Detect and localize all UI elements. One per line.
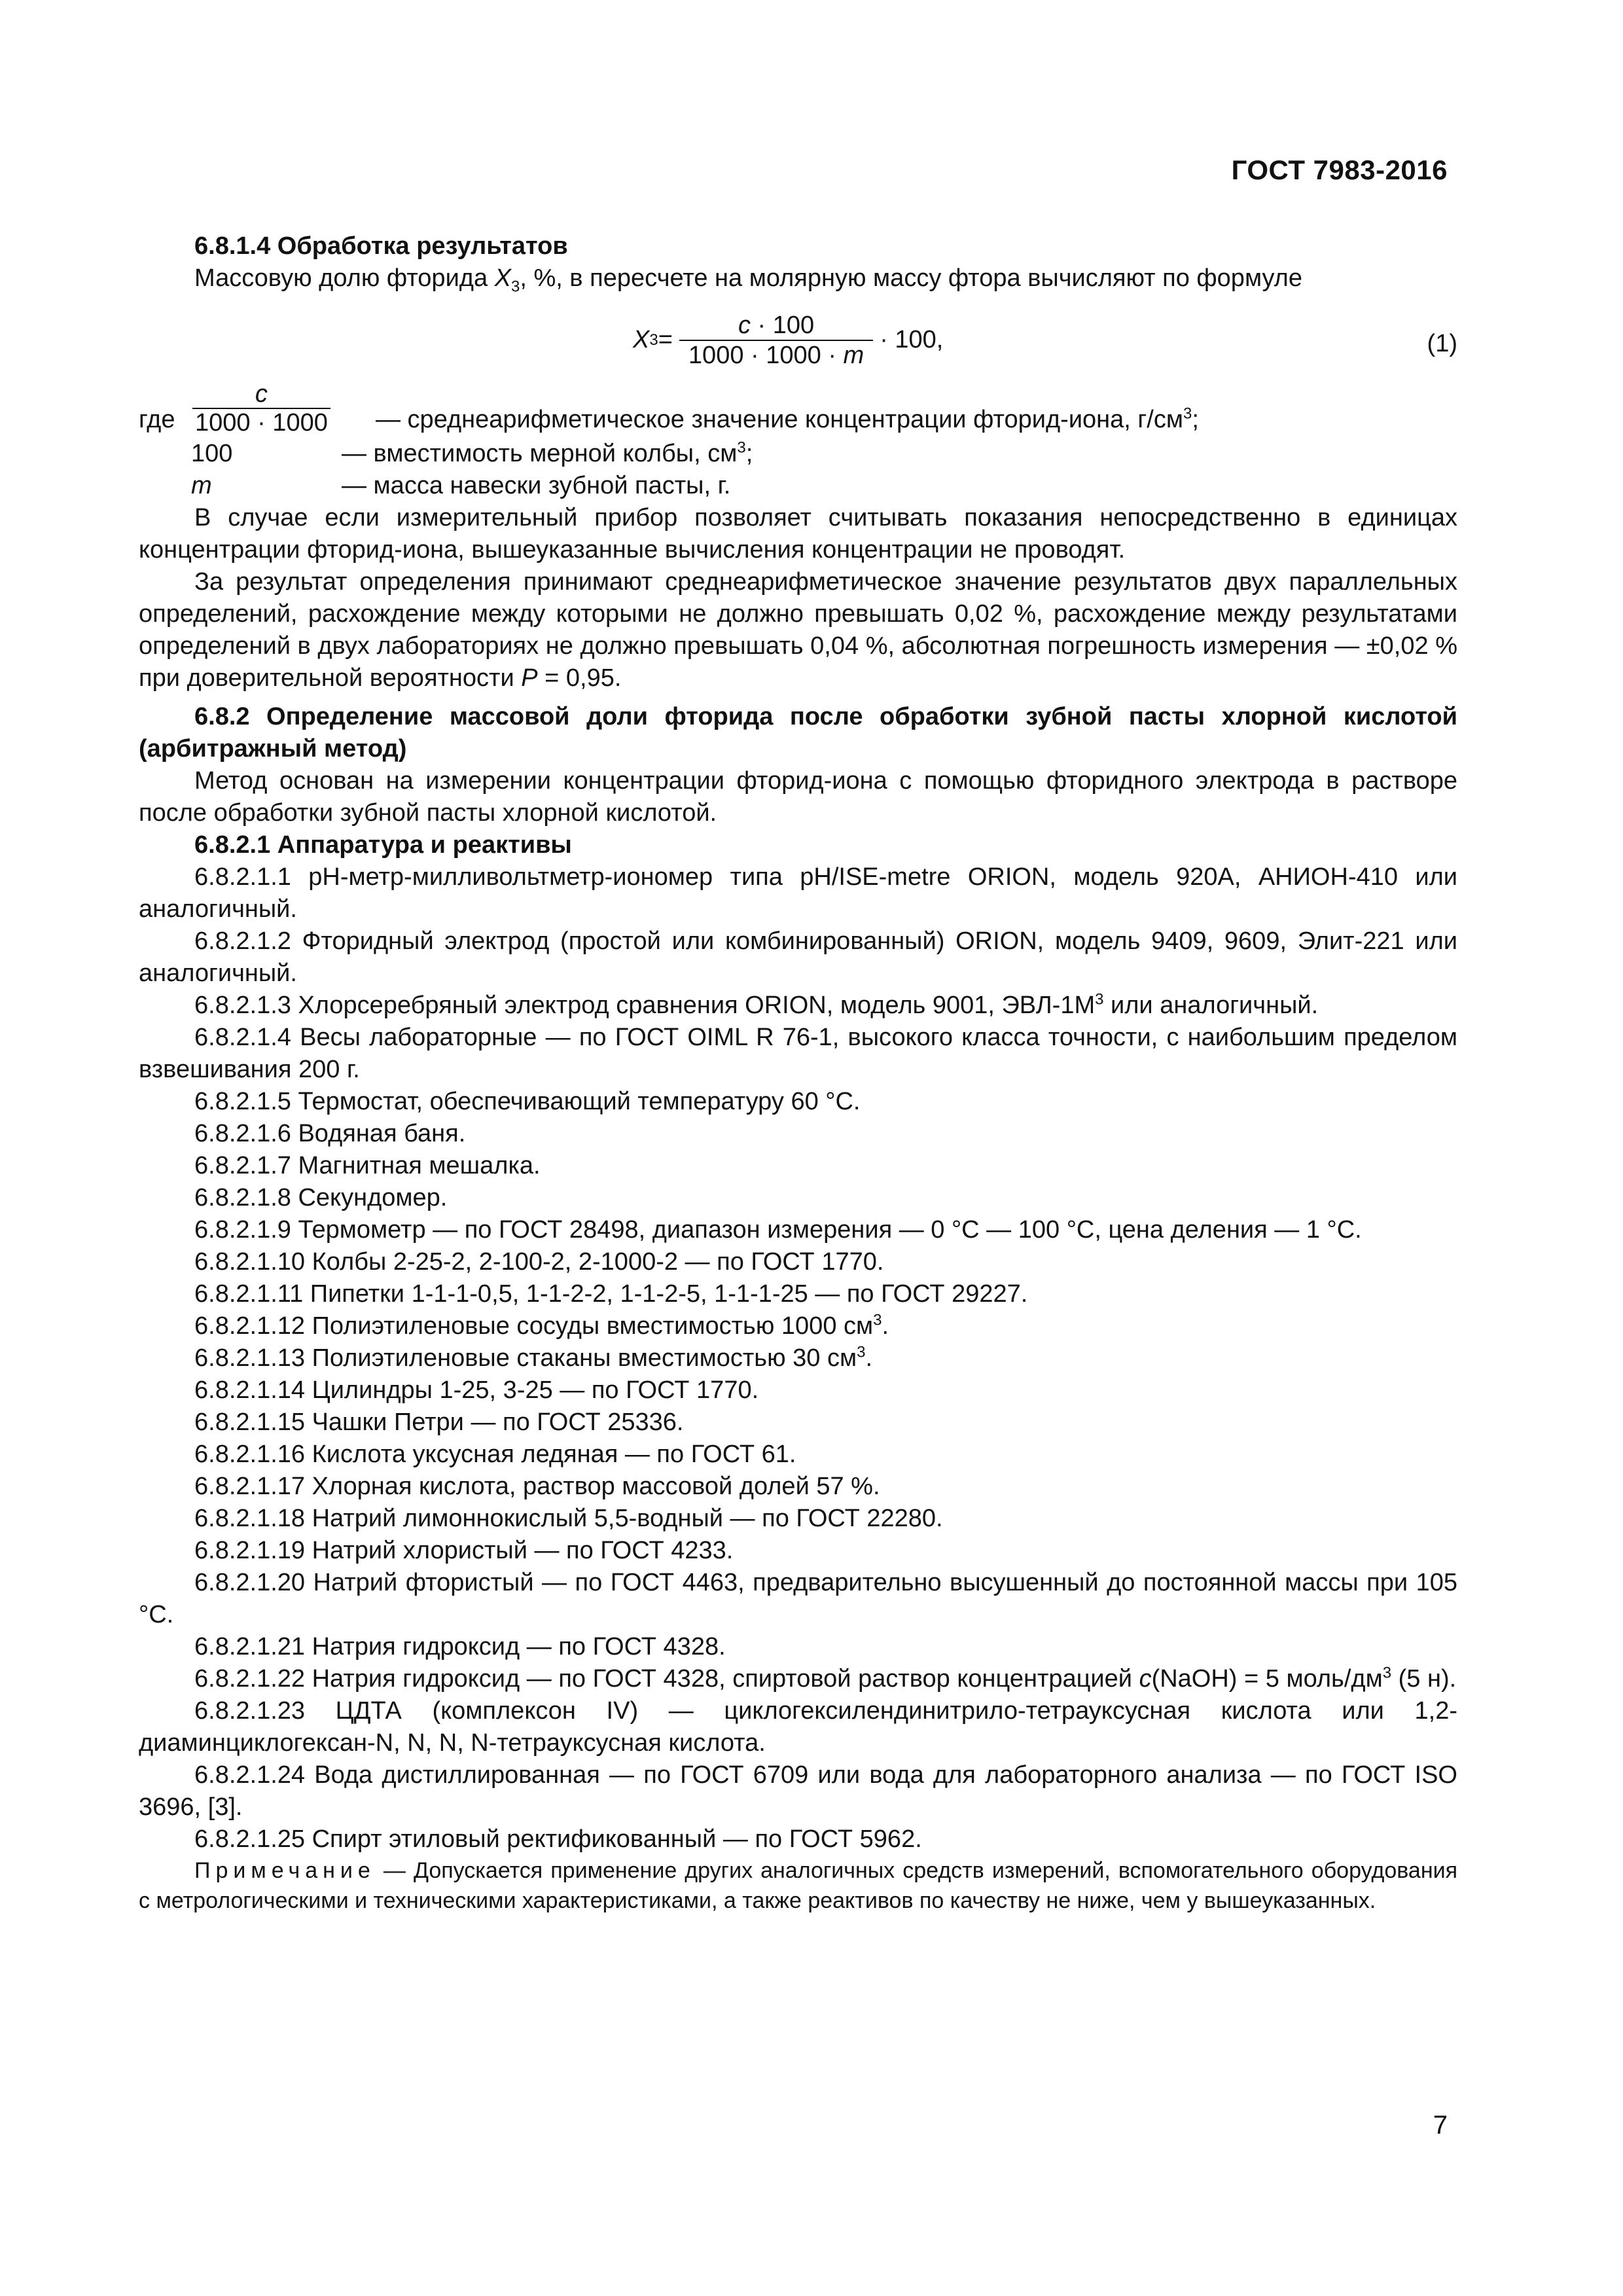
list-item: 6.8.2.1.21 Натрия гидроксид — по ГОСТ 4328.: [194, 1632, 726, 1660]
formula-numerator: c · 100: [738, 311, 815, 339]
heading-6-8-2-1: 6.8.2.1 Аппаратура и реактивы: [194, 831, 572, 859]
list-item: 6.8.2.1.12 Полиэтиленовые сосуды вместимостью 1000 $см^3$.: [194, 1310, 889, 1340]
list-item: 6.8.2.1.1 pH-метр-милливольтметр-иономер типа pH/ISE-metre ORION, модель 920А, АНИОН-410 или аналогичный.: [139, 863, 1457, 923]
page-content: [139, 230, 1457, 1916]
list-item: 6.8.2.1.8 Секундомер.: [194, 1183, 448, 1211]
list-item: 6.8.2.1.3 Хлорсеребряный электрод сравнения ORION, модель 9001, ЭВЛ-$1М^3$ или аналогичный.: [194, 990, 1319, 1019]
note: Примечание — Допускается применение других аналогичных средств измерений, вспомогательного оборудования с метрологическими и техническими характеристиками, а также реактивов по качеству не ниже, чем у вышеуказанных.: [139, 1857, 1457, 1913]
heading-6-8-1-4: 6.8.1.4 Обработка результатов: [194, 232, 568, 260]
list-item: 6.8.2.1.10 Колбы 2-25-2, 2-100-2, 2-1000-2 — по ГОСТ 1770.: [194, 1247, 884, 1276]
list-item: 6.8.2.1.13 Полиэтиленовые стаканы вместимостью 30 $см^3$.: [194, 1342, 873, 1372]
list-item: 6.8.2.1.11 Пипетки 1-1-1-0,5, 1-1-2-2, 1-1-2-5, 1-1-1-25 — по ГОСТ 29227.: [194, 1280, 1028, 1308]
where-legend: где $\frac{c}{1000 \cdot 1000}$ — среднеарифметическое значение концентрации фторид-иона, $г/см^3$;: [139, 380, 1199, 437]
list-item: 6.8.2.1.5 Термостат, обеспечивающий температуру 60 °С.: [194, 1087, 861, 1115]
formula-intro: Массовую долю фторида $X_3$, %, в пересчете на молярную массу фтора вычисляют по формуле: [194, 264, 1302, 296]
list-item: 6.8.2.1.2 Фторидный электрод (простой или комбинированный) ORION, модель 9409, 9609, Элит-221 или аналогичный.: [139, 927, 1457, 987]
heading-6-8-2: 6.8.2 Определение массовой доли фторида после обработки зубной пасты хлорной кислотой (арбитражный метод): [139, 702, 1457, 762]
list-item: 6.8.2.1.18 Натрий лимоннокислый 5,5-водный — по ГОСТ 22280.: [194, 1504, 943, 1532]
list-item: 6.8.2.1.14 Цилиндры 1-25, 3-25 — по ГОСТ 1770.: [194, 1376, 759, 1404]
formula-fraction: [679, 311, 873, 370]
list-item: 6.8.2.1.20 Натрий фтористый — по ГОСТ 4463, предварительно высушенный до постоянной массы при 105 °С.: [139, 1568, 1457, 1628]
list-item: 6.8.2.1.4 Весы лабораторные — по ГОСТ OIML R 76-1, высокого класса точности, с наибольшим пределом взвешивания 200 г.: [139, 1023, 1457, 1083]
legend-m: m — масса навески зубной пасты, г.: [191, 471, 731, 499]
legend-100: 100 — вместимость мерной колбы, $см^3$;: [191, 438, 753, 467]
list-item: 6.8.2.1.23 ЦДТА (комплексон IV) — циклогексилендинитрило-тетрауксусная кислота или 1,2-диаминциклогексан-N, N, N, N-тетрауксусная кислота.: [139, 1696, 1457, 1757]
standard-id: ГОСТ 7983-2016: [1231, 154, 1448, 185]
list-item: 6.8.2.1.19 Натрий хлористый — по ГОСТ 4233.: [194, 1536, 734, 1564]
list-item: 6.8.2.1.22 Натрия гидроксид — по ГОСТ 4328, спиртовой раствор концентрацией c(NaOH) = 5 моль/$дм^3$ (5 н).: [194, 1663, 1457, 1693]
where-fraction: $\frac{c}{1000 \cdot 1000}$: [192, 380, 330, 437]
paragraph-method: Метод основан на измерении концентрации фторид-иона с помощью фторидного электрода в растворе после обработки зубной пасты хлорной кислотой.: [139, 766, 1457, 827]
list-item: 6.8.2.1.15 Чашки Петри — по ГОСТ 25336.: [194, 1408, 684, 1436]
list-item: 6.8.2.1.24 Вода дистиллированная — по ГОСТ 6709 или вода для лабораторного анализа — по ГОСТ ISO 3696, [3].: [139, 1761, 1457, 1821]
list-item: 6.8.2.1.9 Термометр — по ГОСТ 28498, диапазон измерения — 0 °С — 100 °С, цена деления — 1 °С.: [194, 1215, 1362, 1244]
list-item: 6.8.2.1.7 Магнитная мешалка.: [194, 1151, 541, 1179]
page-number: 7: [1433, 2111, 1448, 2140]
paragraph-direct-reading: В случае если измерительный прибор позволяет считывать показания непосредственно в единицах концентрации фторид-иона, вышеуказанные вычисления концентрации не проводят.: [139, 503, 1457, 564]
list-item: 6.8.2.1.25 Спирт этиловый ректификованный — по ГОСТ 5962.: [194, 1825, 922, 1853]
formula-denominator: 1000 · 1000 · m: [679, 340, 873, 370]
list-item: 6.8.2.1.17 Хлорная кислота, раствор массовой долей 57 %.: [194, 1472, 880, 1500]
list-item: 6.8.2.1.6 Водяная баня.: [194, 1119, 466, 1147]
equation-number: (1): [1427, 329, 1457, 357]
formula-expression: X 3 = $\frac{c \cdot 100}{1000 \cdot 1000 \cdot m}$ · 100,: [633, 311, 944, 369]
paragraph-result: За результат определения принимают среднеарифметическое значение результатов двух параллельных определений, расхождение между которыми не должно превышать 0,02 %, расхождение между результатами определений в двух лабораториях не должно превышать 0,04 %, абсолютная погрешность измерения — ±0,02 % при доверительной вероятности P = 0,95.: [139, 567, 1457, 692]
list-item: 6.8.2.1.16 Кислота уксусная ледяная — по ГОСТ 61.: [194, 1440, 796, 1468]
formula-1: [139, 303, 1457, 380]
